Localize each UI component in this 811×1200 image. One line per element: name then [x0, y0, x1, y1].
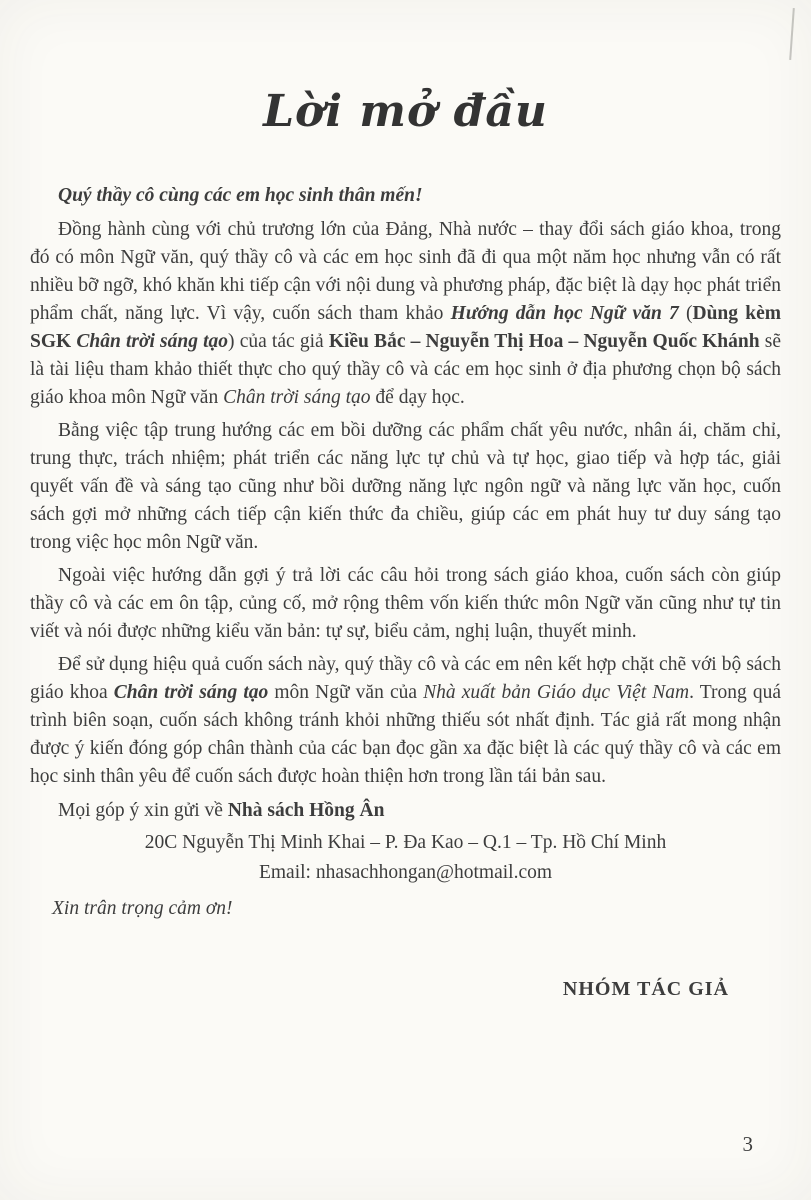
author-signature: NHÓM TÁC GIẢ — [562, 978, 729, 1000]
contact-address-line: 20C Nguyễn Thị Minh Khai – P. Đa Kao – Q.1 – Tp. Hồ Chí Minh — [144, 832, 667, 853]
page-title: Lời mở đầu — [263, 86, 548, 137]
contact-email-line: Email: nhasachhongan@hotmail.com — [258, 862, 553, 883]
closing-line: Xin trân trọng cảm ơn! — [52, 898, 233, 919]
paragraph-3: Ngoài việc hướng dẫn gợi ý trả lời các câu hỏi trong sách giáo khoa, cuốn sách còn giúp thầy cô và các em ôn tập, củng cố, mở rộng thêm vốn kiến thức môn Ngữ văn cũng như tự tin viết và nói được những kiểu văn bản: tự sự, biểu cảm, nghị luận, thuyết minh. — [30, 565, 781, 642]
scan-edge-artifact — [789, 8, 795, 60]
contact-intro-line: Mọi góp ý xin gửi về Nhà sách Hồng Ân — [58, 800, 385, 821]
salutation-line: Quý thầy cô cùng các em học sinh thân mến! — [58, 185, 423, 206]
paragraph-1: Đồng hành cùng với chủ trương lớn của Đảng, Nhà nước – thay đổi sách giáo khoa, trong đó có môn Ngữ văn, quý thầy cô và các em học sinh đã đi qua một năm học nhưng vẫn có rất nhiều bỡ ngỡ, khó khăn khi tiếp cận với nội dung và phương pháp, đặc biệt là dạy học phát triển phẩm chất, năng lực. Vì vậy, cuốn sách tham khảo Hướng dẫn học Ngữ văn 7 (Dùng kèm SGK Chân trời sáng tạo) của tác giả Kiều Bắc – Nguyễn Thị Hoa – Nguyễn Quốc Khánh sẽ là tài liệu tham khảo thiết thực cho quý thầy cô và các em học sinh ở địa phương chọn bộ sách giáo khoa môn Ngữ văn Chân trời sáng tạo để dạy học. — [30, 219, 782, 408]
paragraph-2: Bằng việc tập trung hướng các em bồi dưỡng các phẩm chất yêu nước, nhân ái, chăm chỉ, trung thực, trách nhiệm; phát triển các năng lực tự chủ và tự học, giao tiếp và hợp tác, giải quyết vấn đề và sáng tạo cũng như bồi dưỡng năng lực ngôn ngữ và năng lực văn học, cuốn sách gợi mở những cách tiếp cận kiến thức đa chiều, giúp các em phát huy tư duy sáng tạo trong việc học môn Ngữ văn. — [30, 420, 781, 553]
paragraph-4: Để sử dụng hiệu quả cuốn sách này, quý thầy cô và các em nên kết hợp chặt chẽ với bộ sách giáo khoa Chân trời sáng tạo môn Ngữ văn của Nhà xuất bản Giáo dục Việt Nam. Trong quá trình biên soạn, cuốn sách không tránh khỏi những thiếu sót nhất định. Tác giả rất mong nhận được ý kiến đóng góp chân thành của các bạn đọc gần xa đặc biệt là các quý thầy cô và các em học sinh thân yêu để cuốn sách được hoàn thiện hơn trong lần tái bản sau. — [30, 654, 782, 787]
page-number: 3 — [742, 1132, 753, 1156]
